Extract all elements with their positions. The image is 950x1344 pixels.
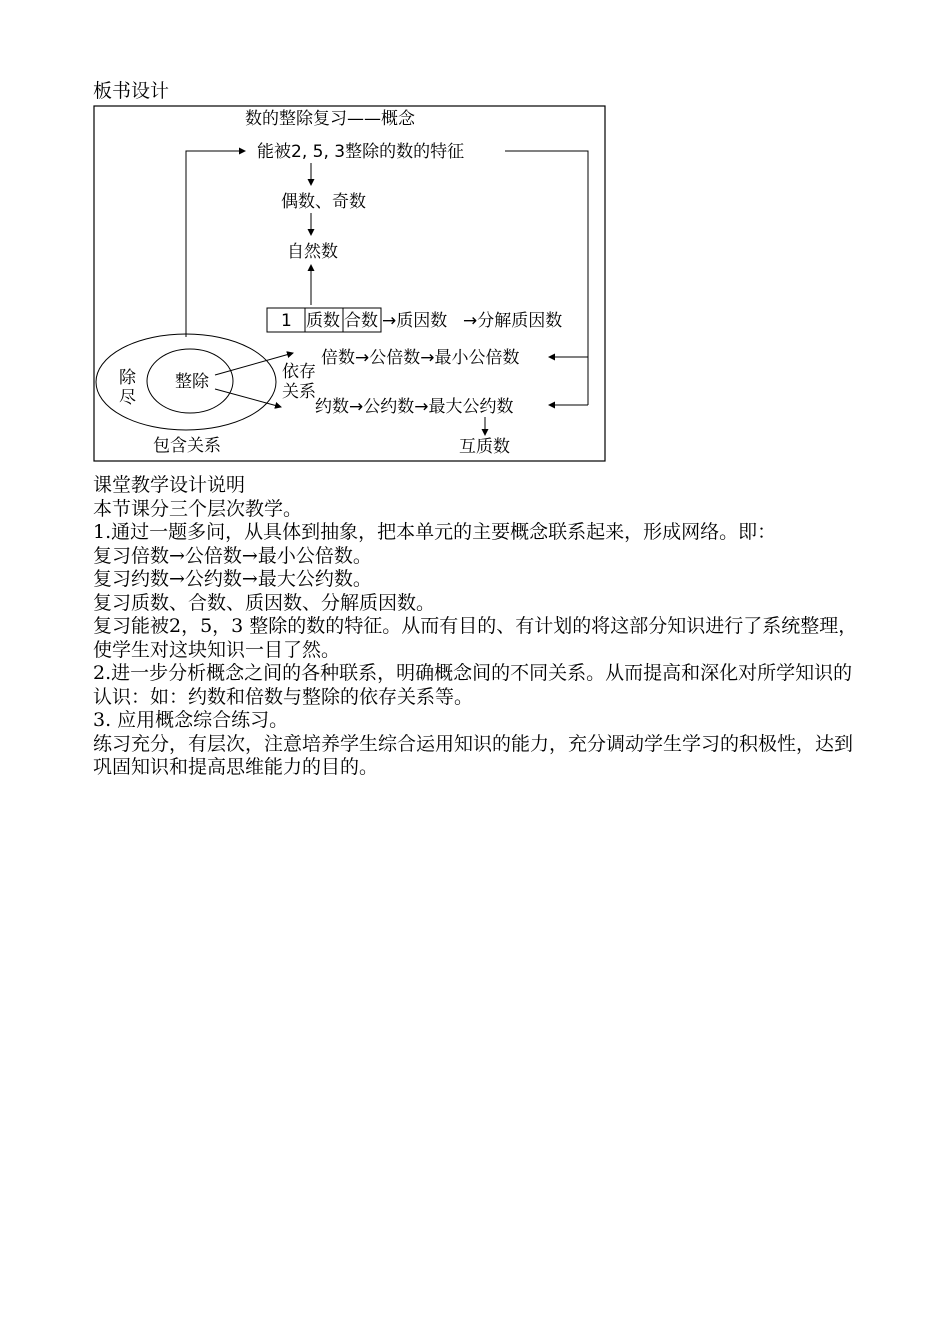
even-odd-label: 偶数、奇数: [281, 192, 366, 212]
dependent-label-1: 依存: [282, 362, 316, 382]
factorize-label: →分解质因数: [463, 311, 563, 331]
notes-line: 复习约数→公约数→最大公约数。: [93, 568, 372, 590]
notes-line: 3. 应用概念综合练习。: [93, 709, 289, 731]
divisible-label: 整除: [175, 372, 209, 392]
prime-factor-label: →质因数: [382, 311, 448, 331]
feature-label: 能被2, 5, 3整除的数的特征: [257, 142, 465, 162]
notes-title: 课堂教学设计说明: [93, 474, 246, 496]
notes-line: 本节课分三个层次教学。: [93, 497, 303, 520]
notes-line: 1.通过一题多问，从具体到抽象，把本单元的主要概念联系起来，形成网络。即：: [93, 521, 777, 543]
inclusion-label: 包含关系: [153, 436, 221, 456]
dependent-label-2: 关系: [282, 382, 316, 402]
page-heading: 板书设计: [93, 80, 170, 102]
box-composite: 合数: [344, 311, 378, 331]
concept-diagram-svg: [93, 105, 606, 462]
box-prime: 质数: [306, 311, 340, 331]
loop-arrow-left: [186, 151, 245, 337]
natural-label: 自然数: [287, 242, 338, 262]
divisor-chain: 约数→公约数→最大公约数: [315, 397, 514, 417]
design-notes: [93, 474, 863, 780]
box-one: 1: [281, 311, 292, 331]
concept-diagram: [93, 105, 606, 462]
divisible-full-label-1: 除: [119, 368, 136, 388]
notes-line: 复习质数、合数、质因数、分解质因数。: [93, 591, 436, 614]
notes-line: 2.进一步分析概念之间的各种联系，明确概念间的不同关系。从而提高和深化对所学知识的认识：如：约数和倍数与整除的依存关系等。: [93, 662, 853, 708]
notes-line: 练习充分，有层次，注意培养学生综合运用知识的能力，充分调动学生学习的积极性，达到巩固知识和提高思维能力的目的。: [93, 732, 854, 778]
multiple-chain: 倍数→公倍数→最小公倍数: [321, 348, 520, 368]
coprime-label: 互质数: [459, 437, 510, 457]
divisible-full-label-2: 尽: [119, 388, 136, 408]
diagram-title: 数的整除复习——概念: [245, 109, 415, 129]
notes-line: 复习能被2，5，3 整除的数的特征。从而有目的、有计划的将这部分知识进行了系统整理，使学生对这块知识一目了然。: [93, 615, 858, 661]
notes-line: 复习倍数→公倍数→最小公倍数。: [93, 544, 372, 567]
